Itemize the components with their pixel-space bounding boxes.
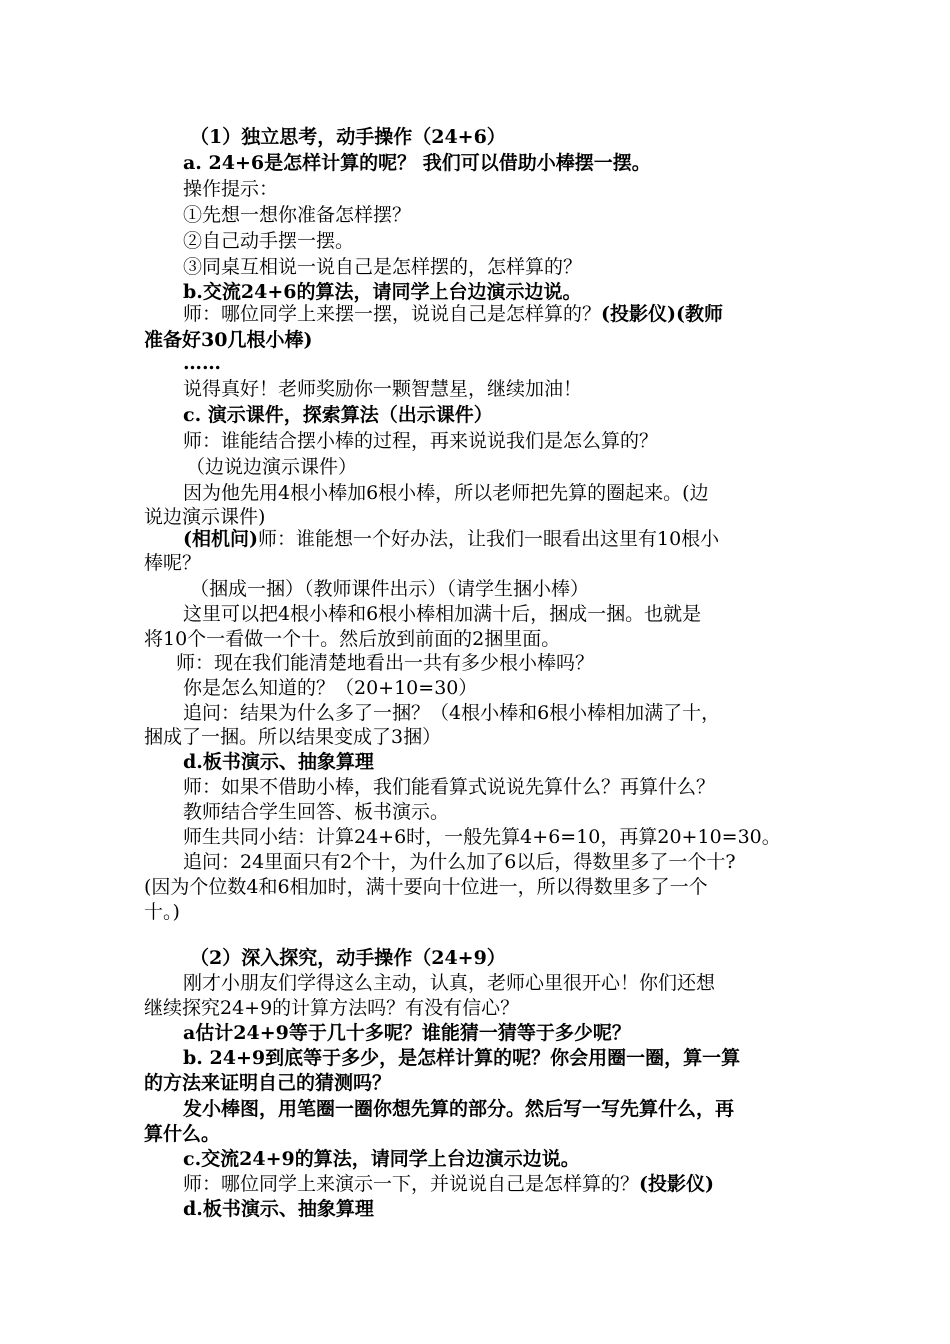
section1-step-b: b.交流24+6的算法，请同学上台边演示边说。 bbox=[183, 281, 582, 303]
section1-heading: （1）独立思考，动手操作（24+6） bbox=[190, 126, 506, 148]
question-line-2: 棒呢？ bbox=[144, 552, 202, 574]
paragraph-2-line-1: 这里可以把4根小棒和6根小棒相加满十后，捆成一捆。也就是 bbox=[183, 603, 702, 625]
summary-line: 师生共同小结：计算24+6时，一般先算4+6=10，再算20+10=30。 bbox=[183, 826, 781, 848]
teacher-line-1-bold: (投影仪)(教师 bbox=[601, 303, 723, 325]
teacher-line-2-note: （边说边演示课件） bbox=[186, 456, 358, 478]
follow-up-2-line-3: 十。) bbox=[144, 901, 180, 923]
teacher-line-1 bbox=[183, 302, 723, 327]
praise-line: 说得真好！老师奖励你一颗智慧星，继续加油！ bbox=[183, 378, 583, 400]
question-note: （捆成一捆）（教师课件出示）（请学生捆小棒） bbox=[190, 578, 590, 600]
teacher-line-1-cont: 准备好30几根小棒) bbox=[144, 329, 313, 351]
section1-step-a: a. 24+6是怎样计算的呢？ 我们可以借助小棒摆一摆。 bbox=[183, 152, 651, 174]
teacher-line-3-question: 你是怎么知道的？（20+10=30） bbox=[183, 677, 478, 699]
paragraph-1-line-2: 说边演示课件) bbox=[144, 506, 266, 528]
section1-step-d: d.板书演示、抽象算理 bbox=[183, 751, 374, 773]
tip-3: ③同桌互相说一说自己是怎样摆的，怎样算的？ bbox=[183, 256, 583, 278]
section2-paragraph-1-line-2: 继续探究24+9的计算方法吗？有没有信心？ bbox=[144, 997, 520, 1019]
section2-step-b-line-1: b. 24+9到底等于多少，是怎样计算的呢？你会用圈一圈，算一算 bbox=[183, 1047, 741, 1069]
teacher-line-1-text: 师：哪位同学上来摆一摆，说说自己是怎样算的？ bbox=[183, 303, 602, 325]
tip-2: ②自己动手摆一摆。 bbox=[183, 230, 355, 252]
paragraph-1-line-1: 因为他先用4根小棒加6根小棒，所以老师把先算的圈起来。(边 bbox=[183, 482, 709, 504]
question-bold: (相机问) bbox=[183, 528, 258, 550]
question-text: 师：谁能想一个好办法，让我们一眼看出这里有10根小 bbox=[257, 528, 720, 550]
follow-up-1-line-1: 追问：结果为什么多了一捆？（4根小棒和6根小棒相加满了十， bbox=[183, 702, 721, 724]
section2-paragraph-1-line-1: 刚才小朋友们学得这么主动，认真，老师心里很开心！你们还想 bbox=[183, 972, 716, 994]
follow-up-2-line-2: (因为个位数4和6相加时，满十要向十位进一，所以得数里多了一个 bbox=[144, 876, 708, 898]
teacher-line-2: 师：谁能结合摆小棒的过程，再来说说我们是怎么算的？ bbox=[183, 430, 659, 452]
teacher-line-5-b: 教师结合学生回答、板书演示。 bbox=[183, 801, 450, 823]
section2-step-c: c.交流24+9的算法，请同学上台边演示边说。 bbox=[183, 1148, 580, 1170]
section2-paragraph-2-line-1: 发小棒图，用笔圈一圈你想先算的部分。然后写一写先算什么，再 bbox=[183, 1098, 735, 1120]
section2-heading: （2）深入探究，动手操作（24+9） bbox=[190, 947, 506, 969]
section2-step-b-line-2: 的方法来证明自己的猜测吗？ bbox=[144, 1072, 392, 1094]
tip-1: ①先想一想你准备怎样摆？ bbox=[183, 204, 412, 226]
tips-title: 操作提示： bbox=[183, 178, 279, 200]
teacher-line-3: 师：现在我们能清楚地看出一共有多少根小棒吗？ bbox=[176, 652, 595, 674]
teacher-line-5: 师：如果不借助小棒，我们能看算式说说先算什么？再算什么？ bbox=[183, 776, 716, 798]
section2-paragraph-2-line-2: 算什么。 bbox=[144, 1123, 221, 1145]
question-line-1 bbox=[183, 527, 719, 552]
section2-teacher-line bbox=[183, 1172, 714, 1197]
section2-teacher-bold: (投影仪) bbox=[639, 1173, 714, 1195]
section1-step-c: c. 演示课件，探索算法（出示课件） bbox=[183, 404, 493, 426]
follow-up-1-line-2: 捆成了一捆。所以结果变成了3捆） bbox=[144, 726, 442, 748]
section2-step-a: a估计24+9等于几十多呢？谁能猜一猜等于多少呢？ bbox=[183, 1022, 631, 1044]
follow-up-2-line-1: 追问：24里面只有2个十，为什么加了6以后，得数里多了一个十? bbox=[183, 851, 736, 873]
ellipsis: …… bbox=[183, 352, 221, 374]
paragraph-2-line-2: 将10个一看做一个十。然后放到前面的2捆里面。 bbox=[144, 628, 561, 650]
section2-step-d: d.板书演示、抽象算理 bbox=[183, 1198, 374, 1220]
section2-teacher-text: 师：哪位同学上来演示一下，并说说自己是怎样算的？ bbox=[183, 1173, 640, 1195]
